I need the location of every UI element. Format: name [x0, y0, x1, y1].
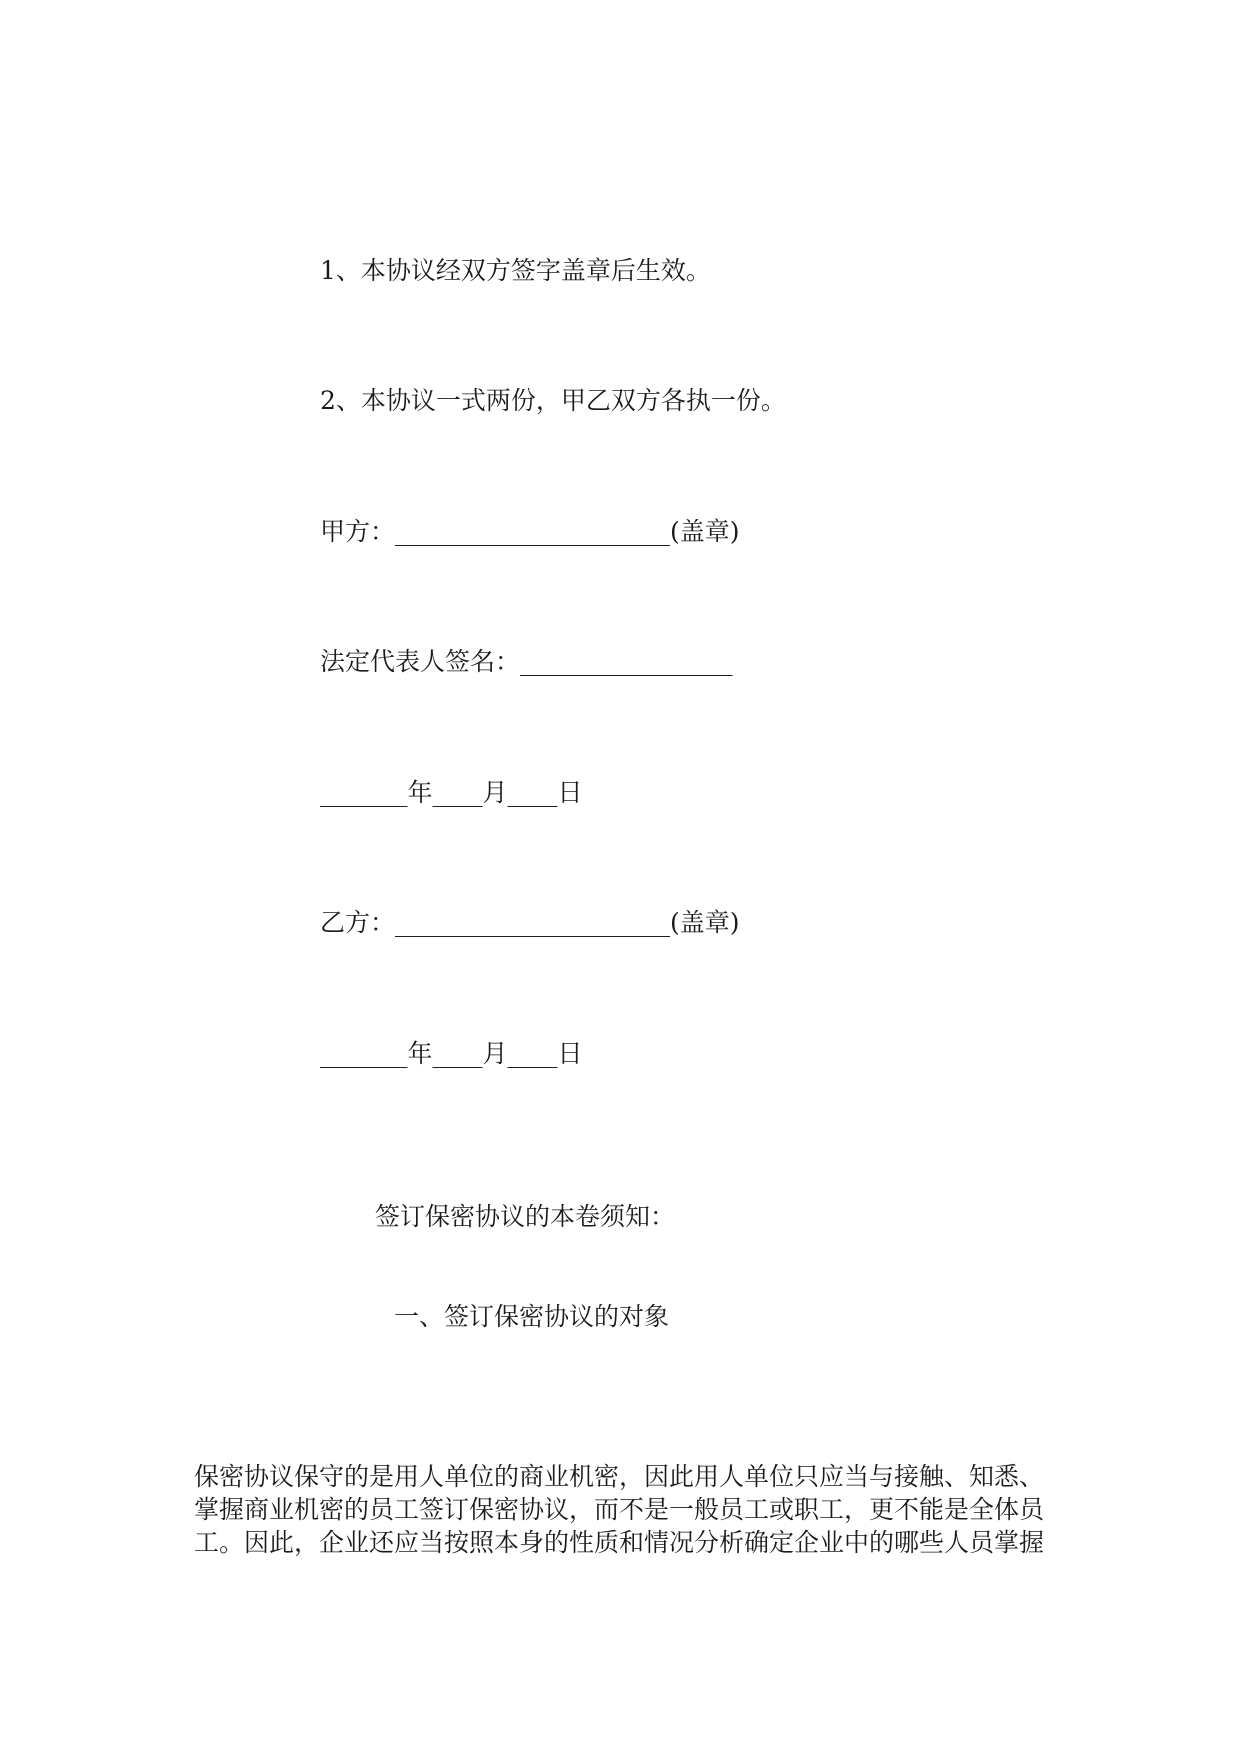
party-a-signature-line: 甲方：______________________(盖章)	[320, 517, 740, 546]
legal-representative-signature-line: 法定代表人签名：_________________	[320, 647, 733, 676]
notice-heading: 签订保密协议的本卷须知：	[375, 1202, 676, 1231]
body-paragraph	[194, 1460, 1054, 1559]
section-heading: 一、签订保密协议的对象	[394, 1302, 670, 1331]
party-b-signature-line: 乙方：______________________(盖章)	[320, 908, 740, 937]
body-line: 保密协议保守的是用人单位的商业机密，因此用人单位只应当与接触、知悉、	[194, 1462, 1045, 1491]
clause-copies: 2、本协议一式两份，甲乙双方各执一份。	[320, 386, 786, 415]
clause-effective: 1、本协议经双方签字盖章后生效。	[320, 256, 711, 285]
body-line: 工。因此，企业还应当按照本身的性质和情况分析确定企业中的哪些人员掌握	[194, 1528, 1045, 1557]
body-line: 掌握商业机密的员工签订保密协议，而不是一般员工或职工，更不能是全体员	[194, 1495, 1045, 1524]
party-b-date-line: _______年____月____日	[320, 1039, 583, 1068]
party-a-date-line: _______年____月____日	[320, 778, 583, 807]
